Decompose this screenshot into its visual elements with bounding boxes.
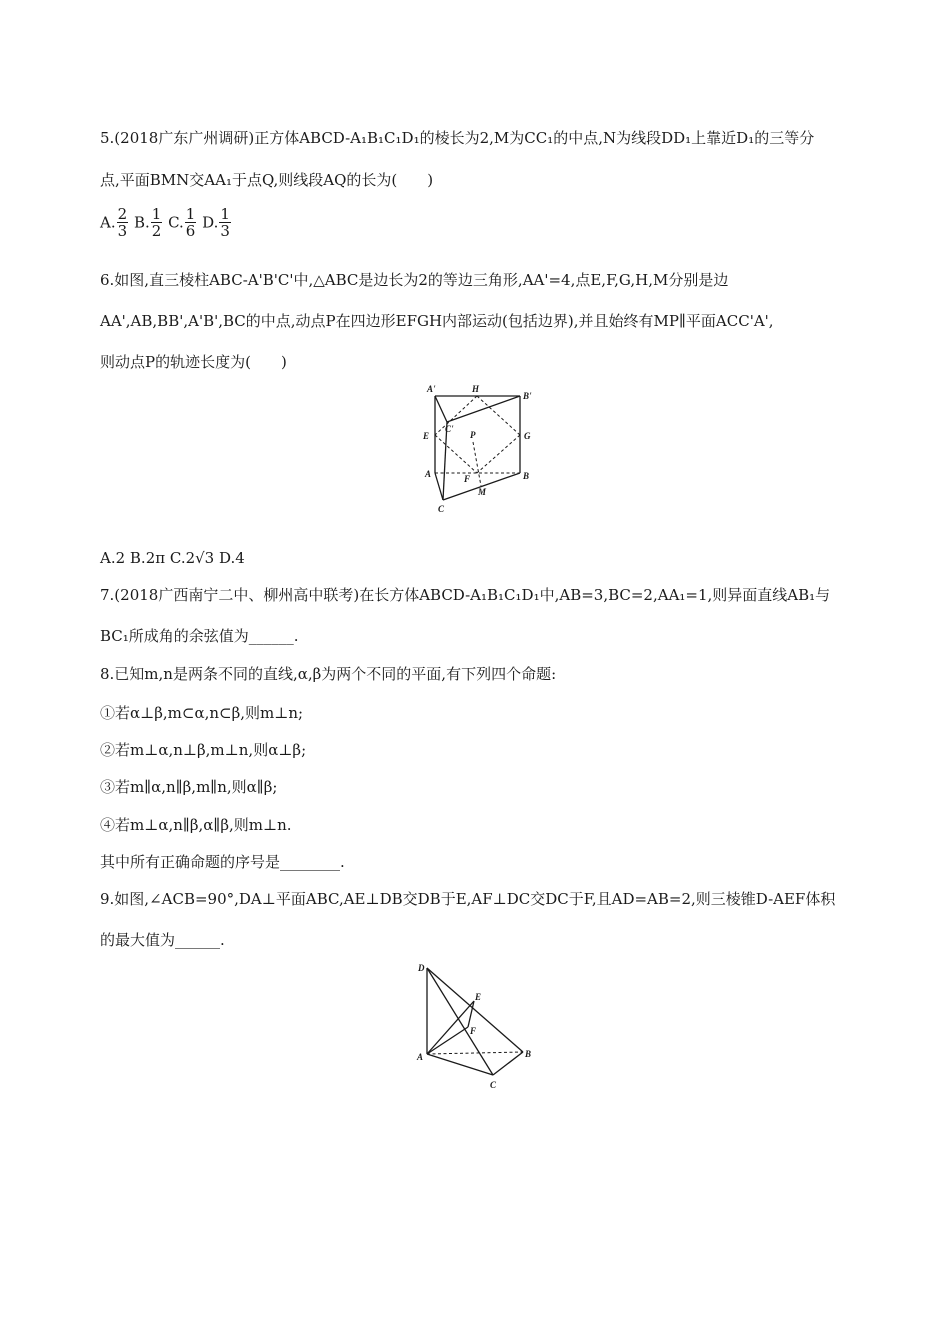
label-f: F xyxy=(470,1026,477,1036)
label-c-prime: C' xyxy=(445,424,454,434)
q5-option-d-fraction: $\frac{1}{3}$ xyxy=(220,205,230,240)
label-e: E xyxy=(423,431,430,441)
label-a-prime: A' xyxy=(427,384,436,394)
q5-option-c-fraction: $\frac{1}{6}$ xyxy=(185,205,196,240)
q9-line1: 9.如图,∠ACB=90°,DA⊥平面ABC,AE⊥DB交DB于E,AF⊥DC交DC于F,且AD=AB=2,则三棱锥D-AEF体积 xyxy=(100,890,836,908)
label-b-prime: B' xyxy=(523,391,532,401)
label-c: C xyxy=(490,1080,497,1090)
label-g: G xyxy=(524,431,531,441)
q6-line1: 6.如图,直三棱柱ABC-A'B'C'中,△ABC是边长为2的等边三角形,AA'=4,点E,F,G,H,M分别是边 xyxy=(100,271,729,289)
q8-ask: 其中所有正确命题的序号是________. xyxy=(100,853,345,871)
q5-line1: 5.(2018广东广州调研)正方体ABCD-A₁B₁C₁D₁的棱长为2,M为CC₁的中点,N为线段DD₁上靠近D₁的三等分 xyxy=(100,129,815,147)
prism-figure xyxy=(415,380,545,520)
q6-line2: AA',AB,BB',A'B',BC的中点,动点P在四边形EFGH内部运动(包括边界),并且始终有MP∥平面ACC'A', xyxy=(100,312,774,330)
q8-item3: ③若m∥α,n∥β,m∥n,则α∥β; xyxy=(100,778,278,796)
label-c: C xyxy=(438,504,445,514)
q9-line2: 的最大值为______. xyxy=(100,931,225,949)
q8-item2: ②若m⊥α,n⊥β,m⊥n,则α⊥β; xyxy=(100,741,307,759)
q8-item4: ④若m⊥α,n∥β,α∥β,则m⊥n. xyxy=(100,816,292,834)
q8-line1: 8.已知m,n是两条不同的直线,α,β为两个不同的平面,有下列四个命题: xyxy=(100,665,557,683)
label-a: A xyxy=(417,1052,424,1062)
label-d: D xyxy=(418,963,425,973)
q6-line3: 则动点P的轨迹长度为( ) xyxy=(100,353,287,371)
pyramid-figure xyxy=(410,958,540,1096)
q5-line2: 点,平面BMN交AA₁于点Q,则线段AQ的长为( ) xyxy=(100,171,434,189)
q5-option-d-label: D. xyxy=(202,213,219,232)
q5-option-a-label: A. xyxy=(100,213,116,232)
q7-line1: 7.(2018广西南宁二中、柳州高中联考)在长方体ABCD-A₁B₁C₁D₁中,AB=3,BC=2,AA₁=1,则异面直线AB₁与 xyxy=(100,586,831,604)
label-b: B xyxy=(525,1049,532,1059)
q5-option-b-label: B. xyxy=(133,213,150,232)
label-b: B xyxy=(523,471,530,481)
q5-options xyxy=(100,206,232,239)
q6-options: A.2 B.2π C.2√3 D.4 xyxy=(100,549,245,567)
label-a: A xyxy=(425,469,432,479)
q7-line2: BC₁所成角的余弦值为______. xyxy=(100,627,299,645)
label-e: E xyxy=(475,992,482,1002)
q5-option-b-fraction: $\frac{1}{2}$ xyxy=(151,205,162,240)
q8-item1: ①若α⊥β,m⊂α,n⊂β,则m⊥n; xyxy=(100,704,304,722)
label-h: H xyxy=(472,384,480,394)
q5-option-c-label: C. xyxy=(168,213,184,232)
label-f: F xyxy=(464,474,471,484)
label-m: M xyxy=(478,487,487,497)
label-p: P xyxy=(470,430,476,440)
q5-option-a-fraction: $\frac{2}{3}$ xyxy=(117,205,128,240)
